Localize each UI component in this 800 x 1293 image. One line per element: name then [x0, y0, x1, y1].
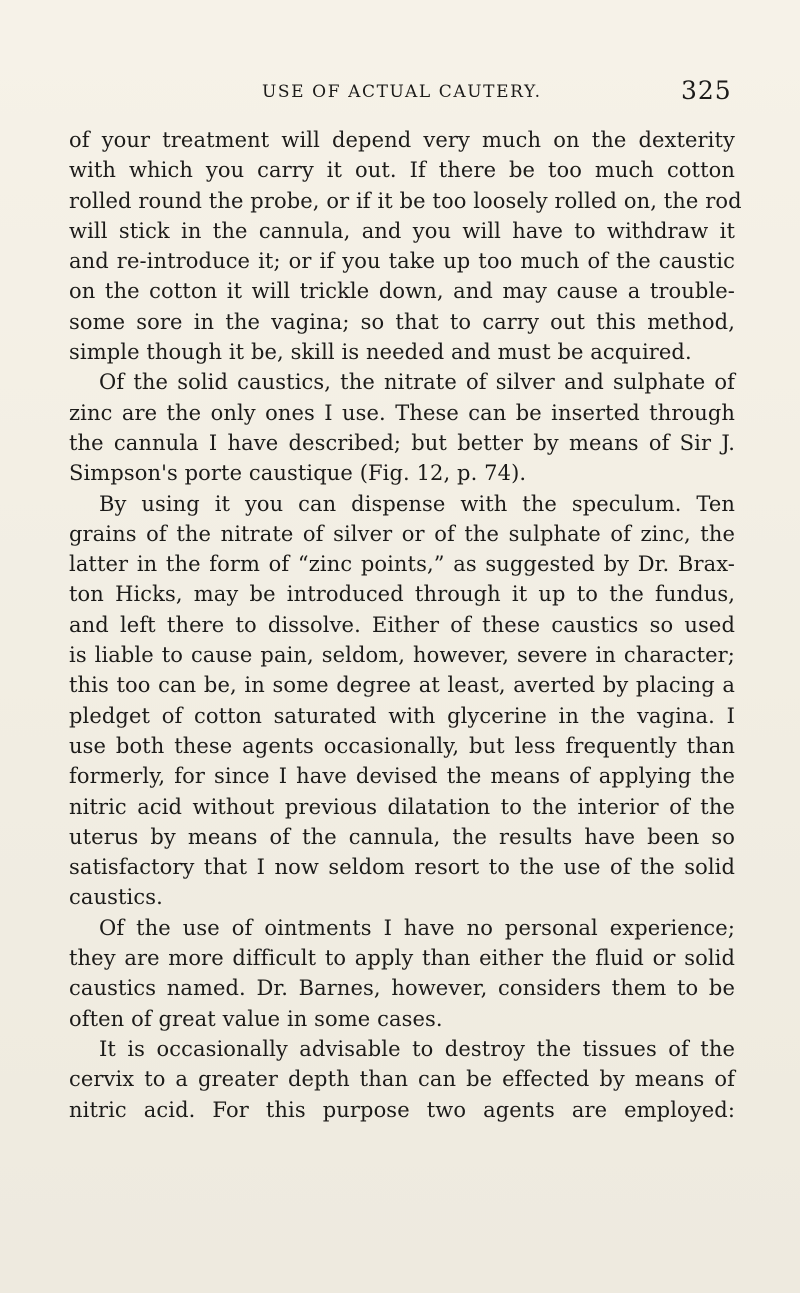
- text-line: often of great value in some cases.: [69, 1006, 443, 1031]
- text-line: uterus by means of the cannula, the results have been so: [69, 824, 735, 849]
- text-line: caustics.: [69, 885, 163, 910]
- page-number: 325: [681, 76, 732, 105]
- text-line: satisfactory that I now seldom resort to the use of the solid: [69, 855, 735, 880]
- text-line: ton Hicks, may be introduced through it up to the fundus,: [69, 582, 735, 607]
- text-line: some sore in the vagina; so that to carry out this method,: [69, 309, 735, 334]
- text-line: of your treatment will depend very much on the dexterity: [69, 128, 735, 152]
- text-line: cervix to a greater depth than can be effected by means of: [69, 1067, 735, 1092]
- text-line: the cannula I have described; but better by means of Sir J.: [69, 430, 735, 455]
- text-line: on the cotton it will trickle down, and may cause a trouble-: [69, 279, 735, 304]
- text-line: and re-introduce it; or if you take up too much of the caustic: [69, 249, 735, 274]
- text-line: with which you carry it out. If there be too much cotton: [69, 158, 735, 183]
- text-line: caustics named. Dr. Barnes, however, considers them to be: [69, 976, 735, 1001]
- text-line: Of the solid caustics, the nitrate of silver and sulphate of: [99, 370, 735, 395]
- text-line: nitric acid. For this purpose two agents are employed:: [69, 1097, 735, 1122]
- text-line: this too can be, in some degree at least, averted by placing a: [69, 673, 735, 698]
- running-head: USE OF ACTUAL CAUTERY.: [262, 82, 542, 102]
- text-line: It is occasionally advisable to destroy the tissues of the: [99, 1036, 735, 1061]
- text-line: zinc are the only ones I use. These can be inserted through: [69, 400, 735, 425]
- text-line: formerly, for since I have devised the means of applying the: [69, 764, 735, 789]
- text-line: is liable to cause pain, seldom, however, severe in character;: [69, 643, 735, 668]
- text-line: they are more difficult to apply than either the fluid or solid: [69, 946, 735, 971]
- text-line: nitric acid without previous dilatation to the interior of the: [69, 794, 735, 819]
- text-line: Of the use of ointments I have no personal experience;: [99, 915, 735, 940]
- text-line: simple though it be, skill is needed and must be acquired.: [69, 340, 692, 365]
- text-line: rolled round the probe, or if it be too loosely rolled on, the rod: [69, 188, 742, 213]
- text-line: use both these agents occasionally, but less frequently than: [69, 733, 735, 758]
- page-header: [0, 76, 800, 112]
- text-line: pledget of cotton saturated with glycerine in the vagina. I: [69, 703, 735, 728]
- text-line: will stick in the cannula, and you will have to withdraw it: [69, 218, 735, 243]
- text-line: and left there to dissolve. Either of these caustics so used: [69, 612, 735, 637]
- text-line: grains of the nitrate of silver or of the sulphate of zinc, the: [69, 521, 735, 546]
- text-line: latter in the form of “zinc points,” as suggested by Dr. Brax-: [69, 552, 735, 577]
- text-line: Simpson's porte caustique (Fig. 12, p. 74).: [69, 461, 527, 486]
- text-line: By using it you can dispense with the speculum. Ten: [99, 491, 735, 516]
- body-text: [69, 125, 742, 1125]
